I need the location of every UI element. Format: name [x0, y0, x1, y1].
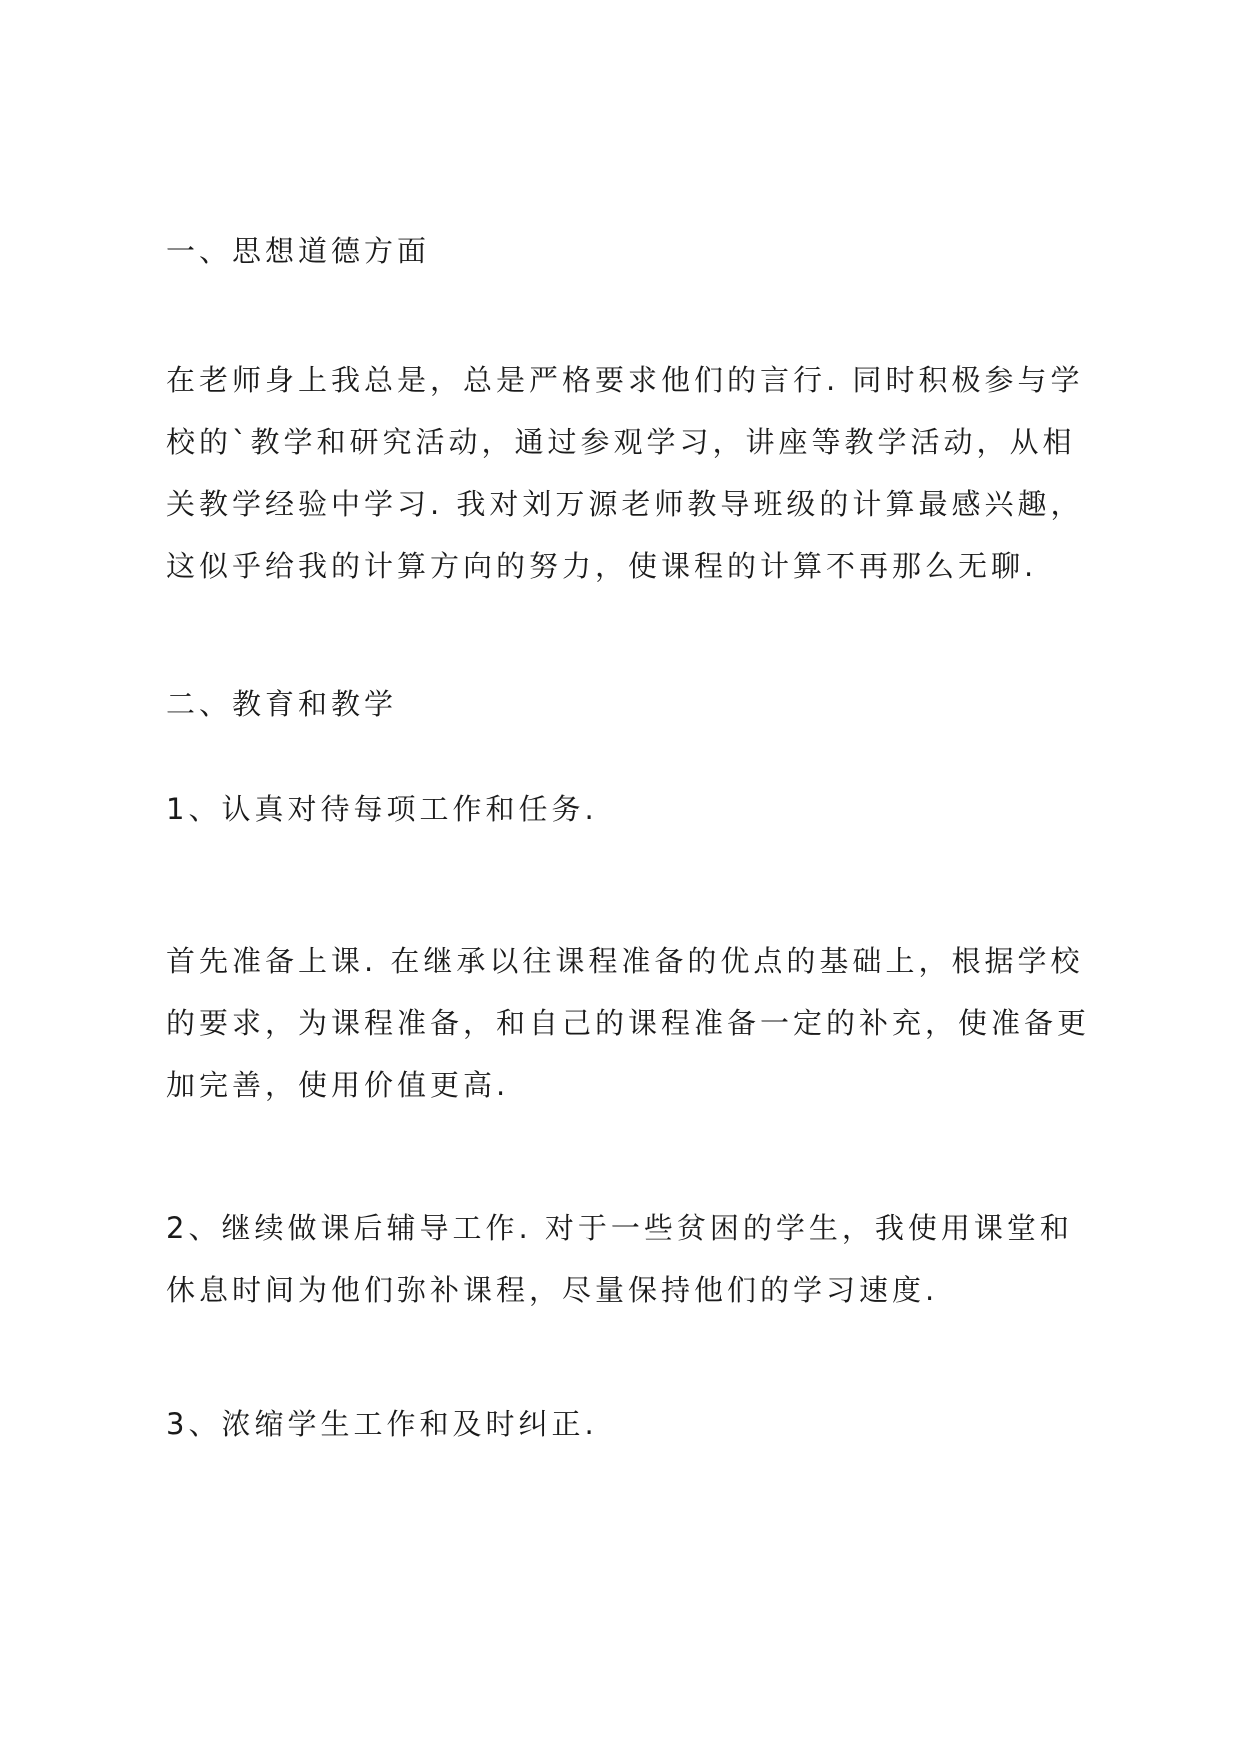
paragraph-line: 关教学经验中学习. 我对刘万源老师教导班级的计算最感兴趣，: [166, 487, 1084, 521]
paragraph-line: 加完善，使用价值更高.: [166, 1068, 510, 1102]
paragraph-line: 首先准备上课. 在继承以往课程准备的优点的基础上，根据学校: [166, 944, 1084, 978]
paragraph-line: 校的`教学和研究活动，通过参观学习，讲座等教学活动，从相: [166, 425, 1076, 459]
item-1-title: 1、认真对待每项工作和任务.: [166, 792, 598, 826]
paragraph-line: 这似乎给我的计算方向的努力，使课程的计算不再那么无聊.: [166, 549, 1038, 583]
section-heading-education-teaching: 二、教育和教学: [166, 687, 398, 721]
paragraph-ideology-morality: [166, 349, 1096, 597]
paragraph-line: 的要求，为课程准备，和自己的课程准备一定的补充，使准备更: [166, 1006, 1091, 1040]
paragraph-lesson-preparation: [166, 930, 1096, 1116]
paragraph-line: 2、继续做课后辅导工作. 对于一些贫困的学生，我使用课堂和: [166, 1211, 1073, 1245]
paragraph-line: 休息时间为他们弥补课程，尽量保持他们的学习速度.: [166, 1273, 939, 1307]
paragraph-after-class-tutoring: [166, 1197, 1096, 1321]
paragraph-line: 在老师身上我总是，总是严格要求他们的言行. 同时积极参与学: [166, 363, 1084, 397]
section-heading-ideology-morality: 一、思想道德方面: [166, 234, 431, 268]
item-3-title: 3、浓缩学生工作和及时纠正.: [166, 1407, 598, 1441]
